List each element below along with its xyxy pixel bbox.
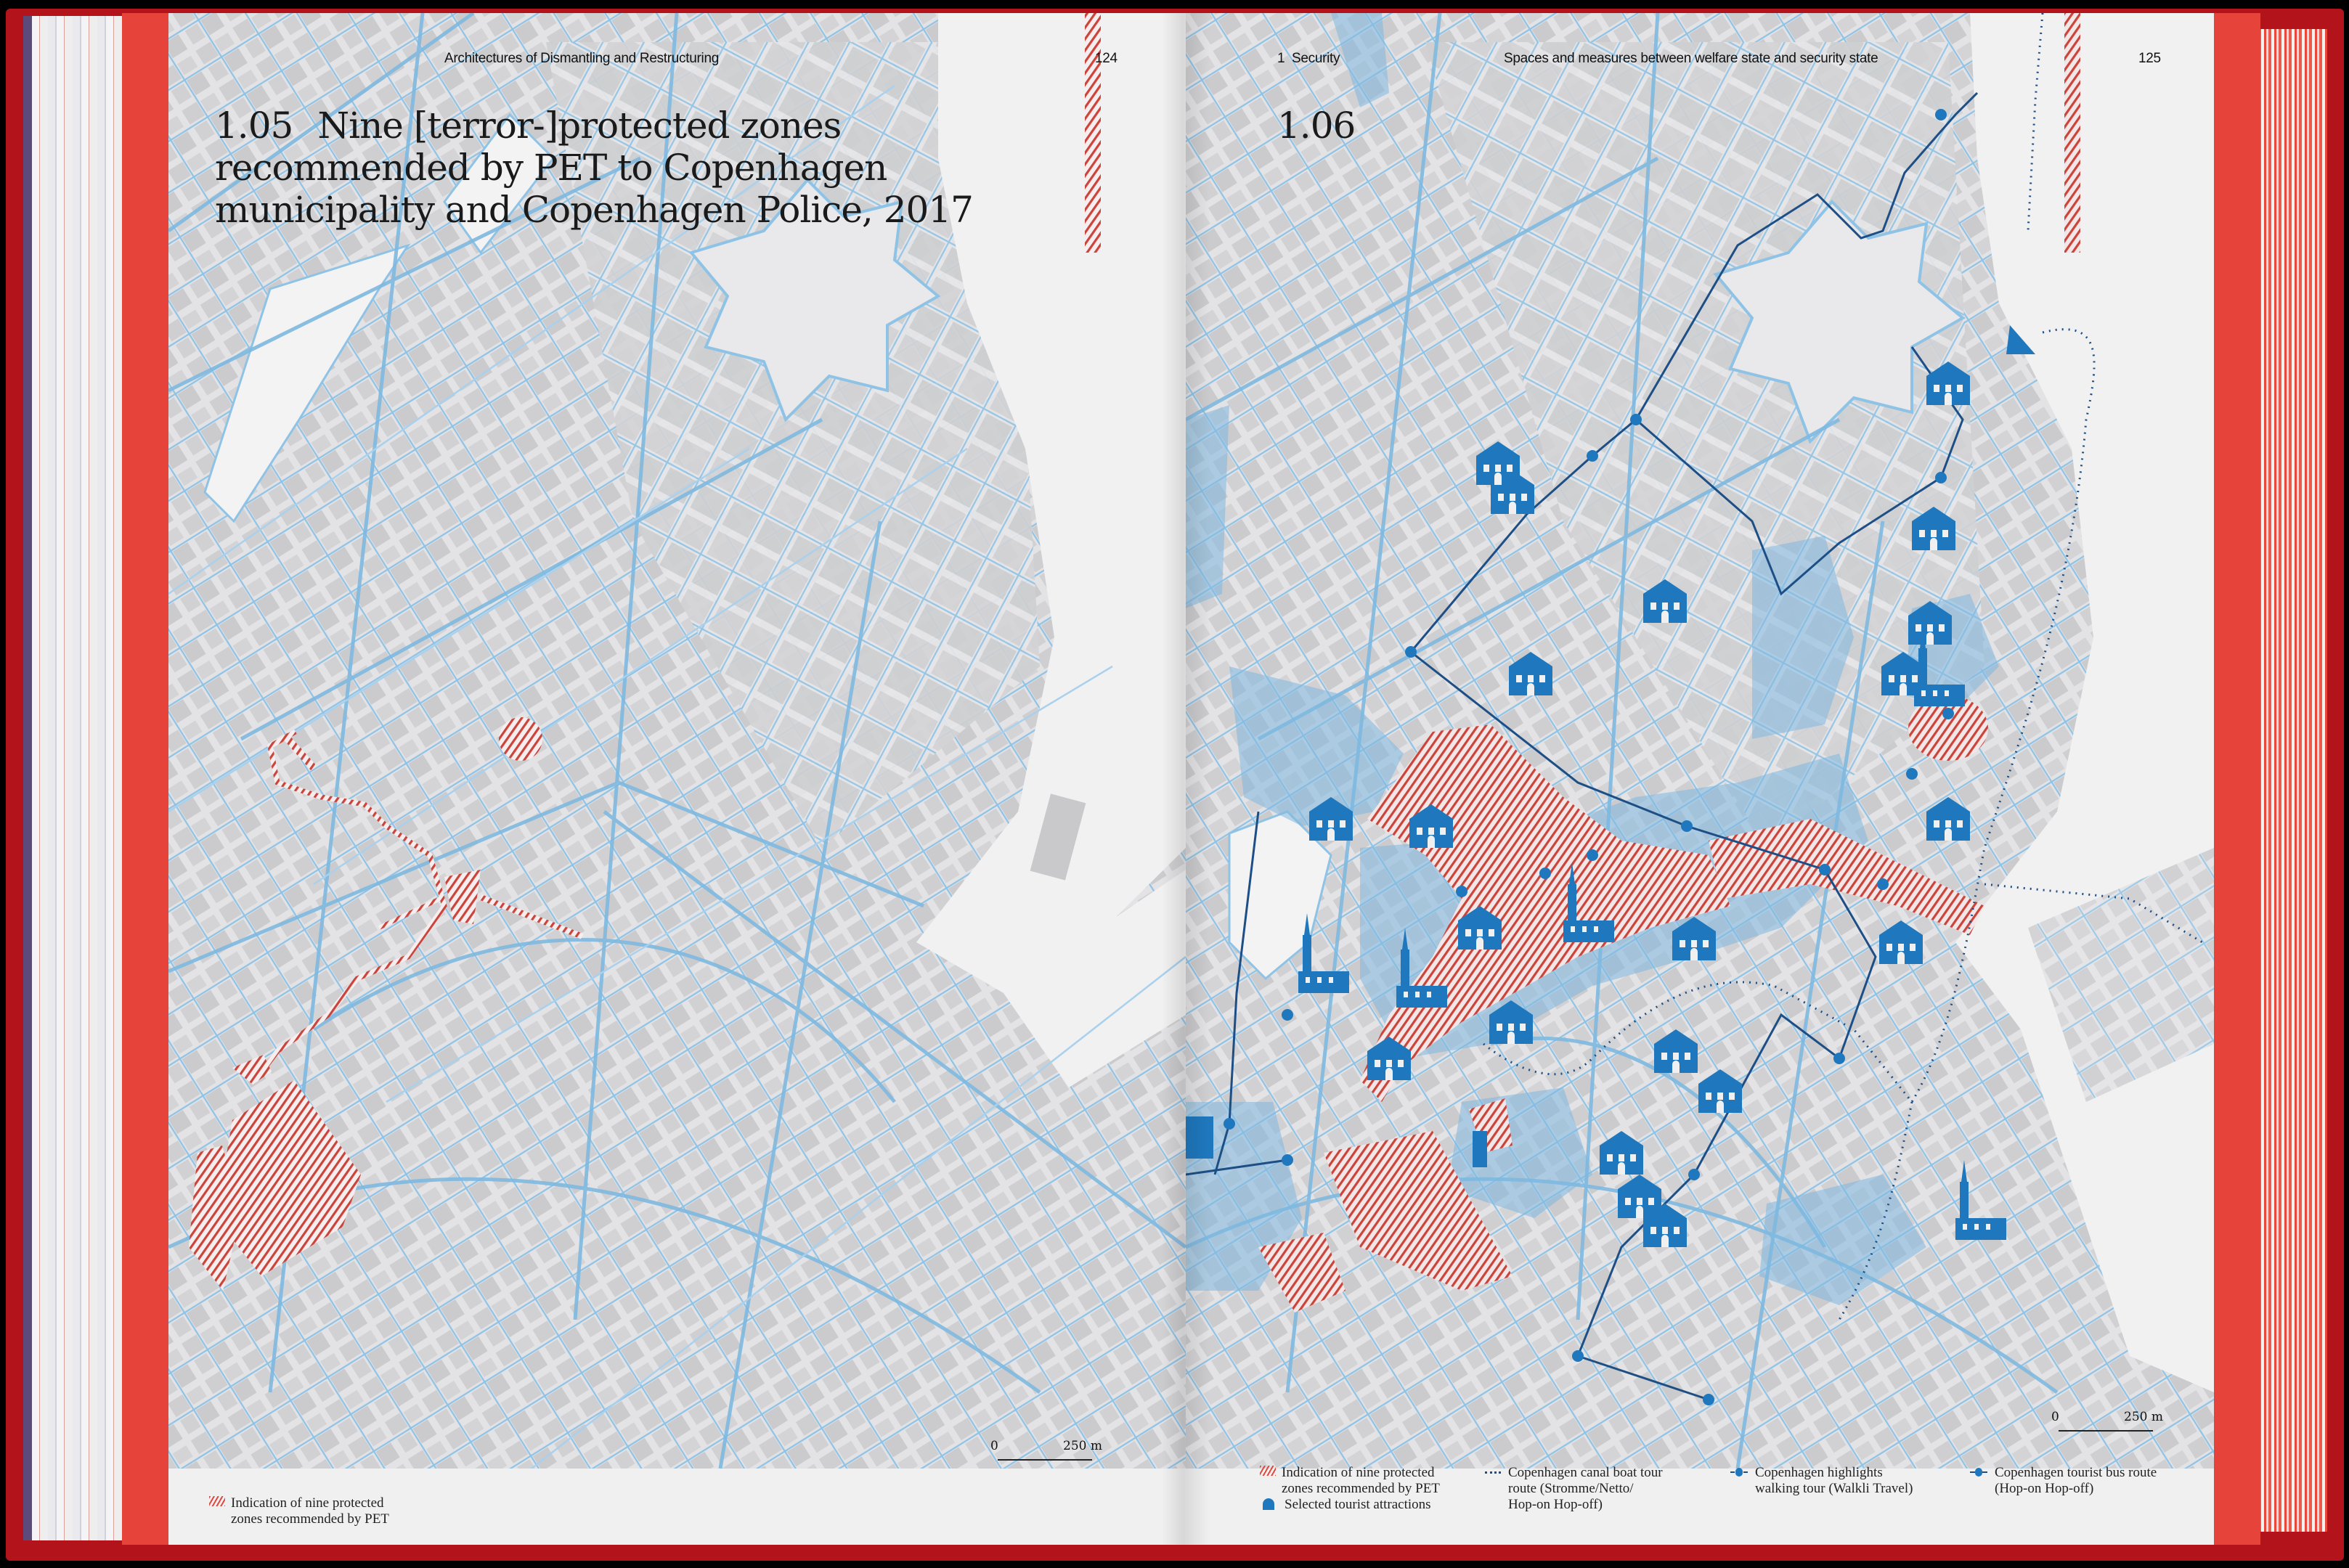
legend-left [209, 1495, 500, 1539]
page-edges-right [2258, 29, 2327, 1532]
chapter-title: Security [1292, 51, 1340, 66]
scale-end: 250 m [1063, 1439, 1102, 1453]
solid-dot-route-icon [1970, 1468, 1987, 1477]
legend-text: zones recommended by PET [231, 1511, 389, 1527]
legend-text: Indication of nine protected [231, 1495, 384, 1511]
legend-right [1260, 1465, 2167, 1538]
figure-title-line-2: recommended by PET to Copenhagen [215, 147, 887, 189]
legend-item-protected-zones [1260, 1465, 1440, 1497]
legend-text: Hop-on Hop-off) [1508, 1497, 1603, 1512]
scale-start: 0 [990, 1439, 998, 1453]
dotted-line-icon [1485, 1471, 1501, 1474]
scale-bar-left [990, 1439, 1107, 1468]
red-hatch-swatch-icon [209, 1496, 225, 1506]
scale-start: 0 [2051, 1410, 2059, 1424]
legend-text: Copenhagen canal boat tour [1508, 1465, 1663, 1480]
legend-text: zones recommended by PET [1282, 1481, 1440, 1496]
legend-item-tourist-attractions [1260, 1497, 1431, 1513]
page-edges-left [23, 16, 125, 1540]
figure-number: 1.05 [215, 105, 293, 147]
page-number-right: 125 [2138, 51, 2161, 66]
figure-number: 1.06 [1277, 105, 1356, 147]
left-page [122, 13, 1186, 1545]
legend-text: (Hop-on Hop-off) [1995, 1481, 2094, 1496]
legend-text: walking tour (Walkli Travel) [1755, 1481, 1913, 1496]
scale-bar-right [2051, 1410, 2167, 1439]
figure-title-line-1: Nine [terror-]protected zones [317, 105, 842, 147]
chapter-number: 1 [1277, 51, 1285, 66]
map-copenhagen-protected-zones [168, 13, 1186, 1469]
running-head-left: Architectures of Dismantling and Restructuring [444, 51, 719, 66]
scale-line [2059, 1430, 2153, 1432]
legend-item-protected-zones [209, 1495, 389, 1527]
page-red-edge-band [2214, 13, 2260, 1545]
legend-text: route (Stromme/Netto/ [1508, 1481, 1634, 1496]
legend-item-bus-route [1970, 1465, 2157, 1497]
right-page [1186, 13, 2260, 1545]
legend-text: Copenhagen highlights [1755, 1465, 1883, 1480]
figure-title-1-05 [215, 105, 1086, 231]
legend-text: Copenhagen tourist bus route [1995, 1465, 2157, 1480]
scale-line [998, 1459, 1092, 1461]
map-copenhagen-tourist-routes [1186, 13, 2214, 1469]
running-head-right: Spaces and measures between welfare state and security state [1504, 51, 1878, 66]
page-number-left: 124 [1095, 51, 1117, 66]
figure-title-1-06 [1277, 105, 1355, 147]
legend-item-walking-tour [1730, 1465, 1913, 1497]
legend-item-canal-boat-route [1485, 1465, 1663, 1513]
legend-text: Selected tourist attractions [1285, 1497, 1431, 1512]
landmark-icon [1263, 1498, 1274, 1510]
dashed-dot-route-icon [1730, 1468, 1748, 1477]
red-hatch-swatch-icon [1260, 1466, 1276, 1476]
legend-text: Indication of nine protected [1282, 1465, 1435, 1480]
scale-end: 250 m [2124, 1410, 2163, 1424]
figure-title-line-3: municipality and Copenhagen Police, 2017 [215, 189, 973, 231]
page-red-edge-band [122, 13, 168, 1545]
